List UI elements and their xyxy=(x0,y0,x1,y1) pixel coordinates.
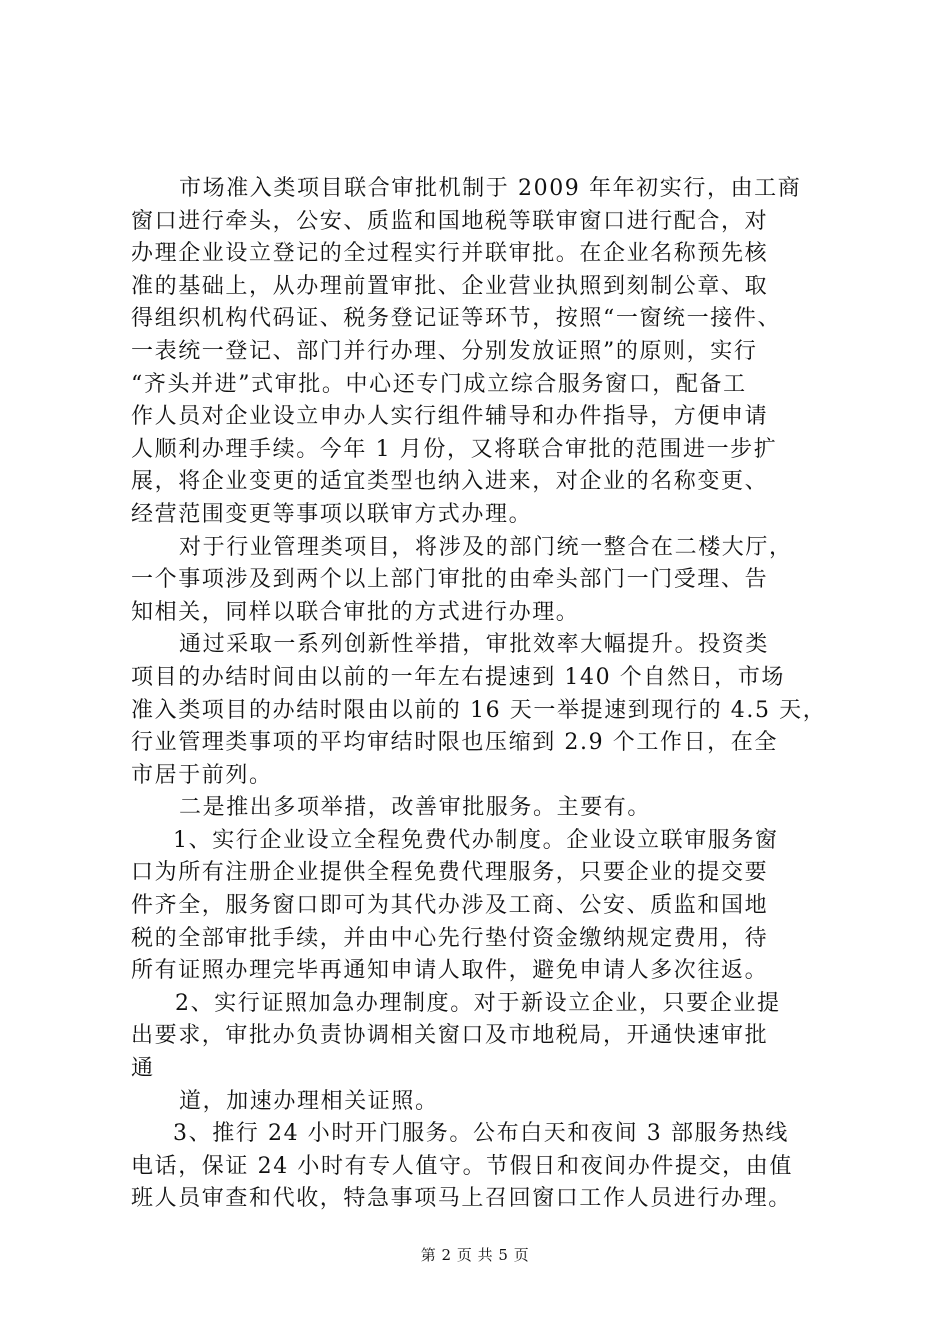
text-line: 展，将企业变更的适宜类型也纳入进来，对企业的名称变更、 xyxy=(131,469,769,495)
text-line: 市场准入类项目联合审批机制于 2009 年年初实行，由工商 xyxy=(179,176,802,201)
text-line: 电话，保证 24 小时有专人值守。节假日和夜间办件提交，由值 xyxy=(131,1153,793,1179)
text-line: 出要求，审批办负责协调相关窗口及市地税局，开通快速审批 xyxy=(131,1023,769,1049)
text-line: 行业管理类事项的平均审结时限也压缩到 2.9 个工作日，在全 xyxy=(131,730,778,756)
document-body xyxy=(131,173,831,1216)
text-line: 口为所有注册企业提供全程免费代理服务，只要企业的提交要 xyxy=(131,860,769,886)
text-line: 二是推出多项举措，改善审批服务。主要有。 xyxy=(179,795,652,821)
text-line: 得组织机构代码证、税务登记证等环节，按照“一窗统一接件、 xyxy=(131,306,782,332)
text-line: 办理企业设立登记的全过程实行并联审批。在企业名称预先核 xyxy=(131,241,769,267)
text-line: 道，加速办理相关证照。 xyxy=(179,1088,439,1114)
text-line: 件齐全，服务窗口即可为其代办涉及工商、公安、质监和国地 xyxy=(131,893,769,919)
text-line: 所有证照办理完毕再通知申请人取件，避免申请人多次往返。 xyxy=(131,958,769,984)
text-line: 作人员对企业设立申办人实行组件辅导和办件指导，方便申请 xyxy=(131,404,769,430)
text-line: “齐头并进”式审批。中心还专门成立综合服务窗口，配备工 xyxy=(131,371,747,397)
text-line: 通 xyxy=(131,1056,155,1082)
text-line: 一表统一登记、部门并行办理、分别发放证照”的原则，实行 xyxy=(131,338,758,364)
page-number-footer: 第 2 页 共 5 页 xyxy=(420,1246,530,1264)
text-line: 准入类项目的办结时限由以前的 16 天一举提速到现行的 4.5 天， xyxy=(131,697,827,723)
text-line: 3、推行 24 小时开门服务。公布白天和夜间 3 部服务热线 xyxy=(173,1121,789,1147)
text-line: 经营范围变更等事项以联审方式办理。 xyxy=(131,501,533,527)
text-line: 1、实行企业设立全程免费代办制度。企业设立联审服务窗 xyxy=(173,827,779,853)
text-line: 一个事项涉及到两个以上部门审批的由牵头部门一门受理、告 xyxy=(131,567,769,593)
text-line: 通过采取一系列创新性举措，审批效率大幅提升。投资类 xyxy=(179,632,770,658)
text-line: 2、实行证照加急办理制度。对于新设立企业，只要企业提 xyxy=(175,990,781,1016)
text-line: 知相关，同样以联合审批的方式进行办理。 xyxy=(131,599,580,625)
text-line: 税的全部审批手续，并由中心先行垫付资金缴纳规定费用，待 xyxy=(131,925,769,951)
text-line: 准的基础上，从办理前置审批、企业营业执照到刻制公章、取 xyxy=(131,273,769,299)
text-line: 项目的办结时间由以前的一年左右提速到 140 个自然日，市场 xyxy=(131,664,785,690)
text-line: 窗口进行牵头，公安、质监和国地税等联审窗口进行配合，对 xyxy=(131,208,769,234)
text-line: 人顺利办理手续。今年 1 月份，又将联合审批的范围进一步扩 xyxy=(131,436,778,462)
text-line: 班人员审查和代收，特急事项马上召回窗口工作人员进行办理。 xyxy=(131,1186,792,1212)
text-line: 市居于前列。 xyxy=(131,762,273,788)
text-line: 对于行业管理类项目，将涉及的部门统一整合在二楼大厅， xyxy=(179,534,793,560)
